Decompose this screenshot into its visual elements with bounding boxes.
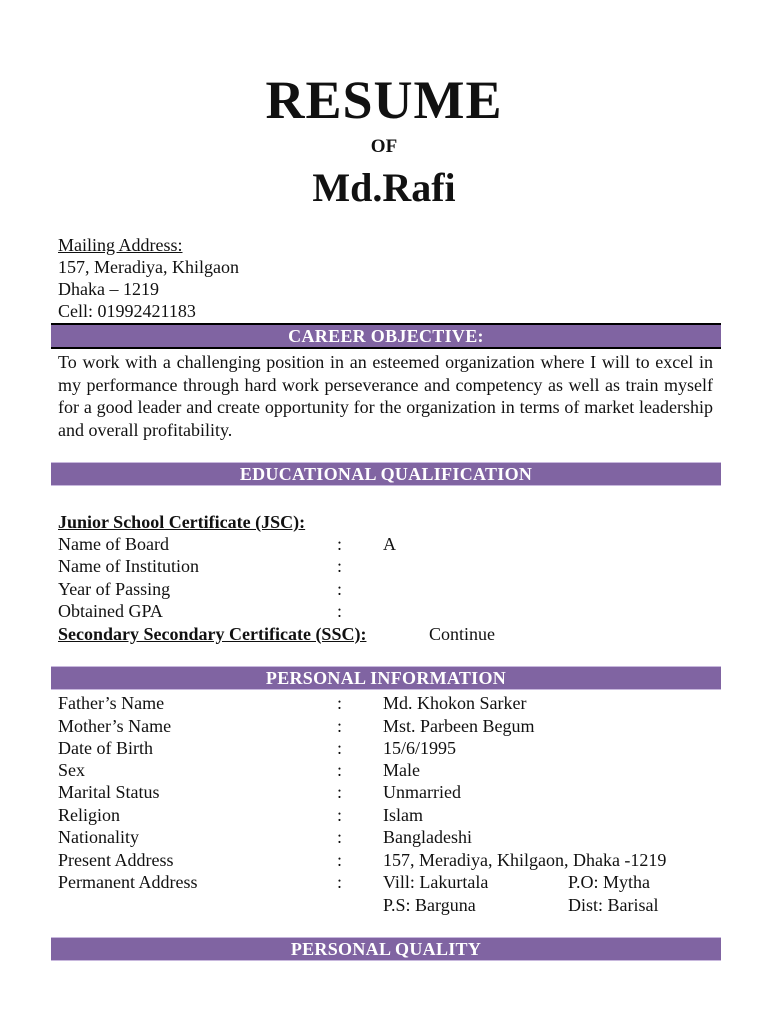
resume-of-label: OF: [370, 136, 398, 157]
row-key: Sex: [58, 760, 85, 780]
row-colon: :: [337, 850, 343, 870]
row-colon: :: [337, 601, 343, 621]
row-colon: :: [337, 693, 343, 713]
row-key: Marital Status: [58, 782, 160, 802]
permanent-ps: P.S: Barguna: [383, 895, 476, 915]
row-colon: :: [337, 534, 343, 554]
personal-information-heading: PERSONAL INFORMATION: [51, 666, 721, 690]
candidate-name: Md.Rafi: [312, 165, 456, 210]
row-colon: :: [337, 716, 343, 736]
cell-number: Cell: 01992421183: [58, 301, 196, 321]
permanent-po: P.O: Mytha: [568, 872, 651, 892]
row-value: Mst. Parbeen Begum: [383, 716, 535, 736]
row-key: Father’s Name: [58, 693, 165, 713]
row-key: Name of Institution: [58, 556, 199, 576]
educational-qualification-heading: EDUCATIONAL QUALIFICATION: [51, 462, 721, 486]
row-colon: :: [337, 760, 343, 780]
row-key: Year of Passing: [58, 579, 171, 599]
row-colon: :: [337, 579, 343, 599]
row-key: Nationality: [58, 827, 139, 847]
row-colon: :: [337, 805, 343, 825]
row-colon: :: [337, 782, 343, 802]
row-key: Present Address: [58, 850, 174, 870]
row-value: 15/6/1995: [383, 738, 457, 758]
row-key: Obtained GPA: [58, 601, 163, 621]
row-colon: :: [337, 738, 343, 758]
ssc-heading: Secondary Secondary Certificate (SSC):: [58, 624, 367, 644]
permanent-dist: Dist: Barisal: [568, 895, 659, 915]
row-value: Male: [383, 760, 420, 780]
row-key: Date of Birth: [58, 738, 153, 758]
permanent-vill: Vill: Lakurtala: [383, 872, 489, 892]
row-key: Name of Board: [58, 534, 169, 554]
row-value: 157, Meradiya, Khilgaon, Dhaka -1219: [383, 850, 667, 870]
career-objective-heading: CAREER OBJECTIVE:: [51, 323, 721, 349]
address-line-1: 157, Meradiya, Khilgaon: [58, 257, 239, 277]
personal-quality-heading: PERSONAL QUALITY: [51, 937, 721, 961]
resume-title: RESUME: [265, 70, 503, 130]
row-value: Islam: [383, 805, 423, 825]
row-colon: :: [337, 872, 343, 892]
row-value: Bangladeshi: [383, 827, 472, 847]
address-line-2: Dhaka – 1219: [58, 279, 159, 299]
career-objective-text: To work with a challenging position in an esteemed organization where I will to excel in my performance through hard work perseverance and competency as well as train myself for a good leader and create opportunity for the organization in terms of market leadership and overall profitability.: [58, 352, 713, 440]
row-value: A: [383, 534, 396, 554]
row-key: Religion: [58, 805, 120, 825]
mailing-address-label: Mailing Address:: [58, 235, 183, 255]
row-colon: :: [337, 827, 343, 847]
jsc-heading: Junior School Certificate (JSC):: [58, 512, 306, 532]
row-value: Unmarried: [383, 782, 461, 802]
row-key: Permanent Address: [58, 872, 198, 892]
row-value: Md. Khokon Sarker: [383, 693, 527, 713]
ssc-status: Continue: [429, 624, 495, 644]
row-colon: :: [337, 556, 343, 576]
row-key: Mother’s Name: [58, 716, 172, 736]
